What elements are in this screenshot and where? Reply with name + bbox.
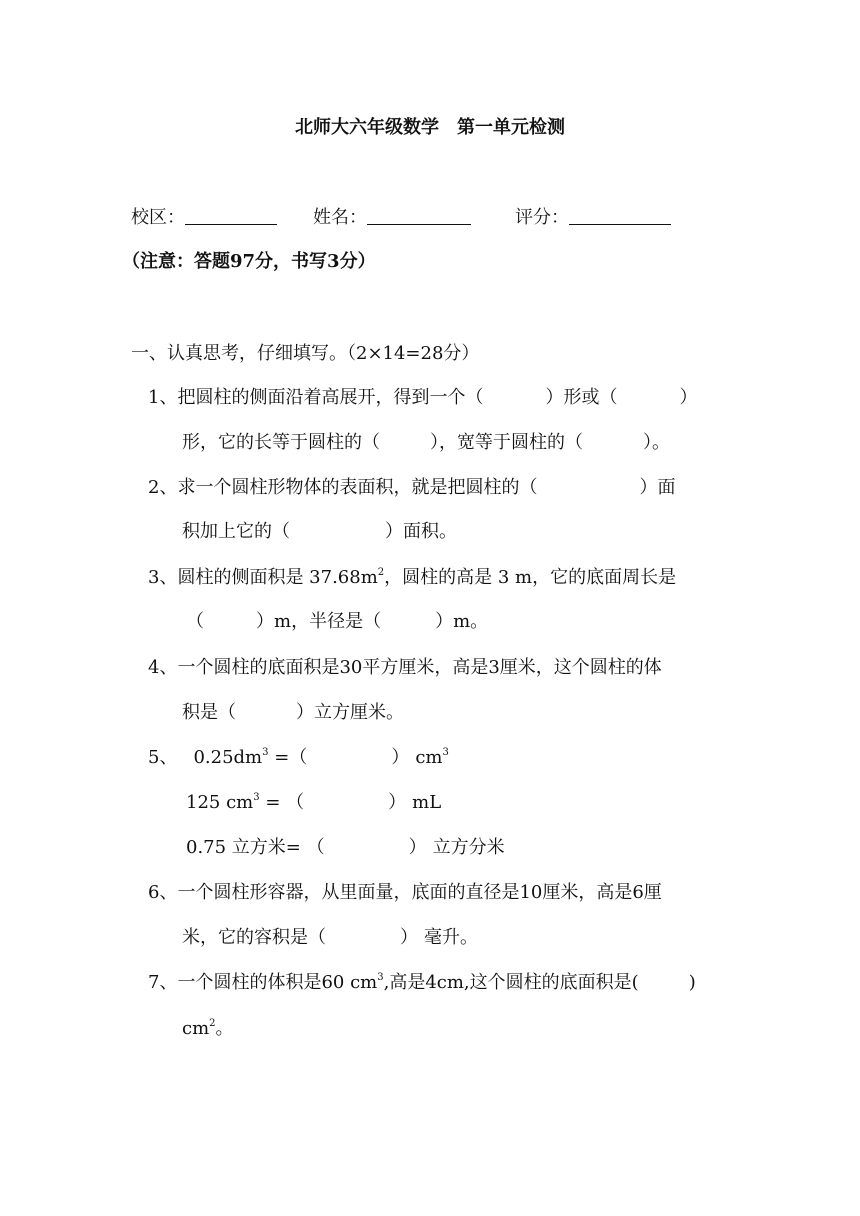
question-number: 4、 [148,657,178,678]
name-label: 姓名： [313,207,367,228]
page-title: 北师大六年级数学 第一单元检测 [295,117,565,138]
question-7-line-2: $cm^2$。 [182,1018,234,1039]
question-number: 3、 [148,567,178,588]
question-number: 5、 [148,747,178,768]
question-number: 7、 [148,972,178,993]
score-field [515,206,671,230]
score-blank[interactable] [569,206,671,225]
question-1-line-2: 形，它的长等于圆柱的（ ），宽等于圆柱的（ ）。 [182,432,670,453]
question-3-line-1: 3、圆柱的侧面积是 $37.68m^2$，圆柱的高是 3 m，它的底面周长是 [148,567,677,588]
name-blank[interactable] [367,206,471,225]
question-4-line-1: 4、一个圆柱的底面积是30平方厘米，高是3厘米，这个圆柱的体 [148,657,662,678]
question-1-line-1: 1、把圆柱的侧面沿着高展开，得到一个（ ）形或（ ） [148,387,698,408]
question-2-line-2: 积加上它的（ ）面积。 [182,521,457,542]
question-4-line-2: 积是（ ）立方厘米。 [182,702,404,723]
question-5-line-2: 125 $cm^3$ = （ ） mL [186,792,442,813]
score-label: 评分： [515,207,569,228]
question-number: 1、 [148,387,178,408]
question-2-line-1: 2、求一个圆柱形物体的表面积，就是把圆柱的（ ）面 [148,477,676,498]
campus-field [131,206,277,230]
question-3-line-2: （ ）m，半径是（ ）m。 [186,611,489,632]
campus-blank[interactable] [185,206,277,225]
question-7-line-1: 7、一个圆柱的体积是60 $cm^3$,高是4cm,这个圆柱的底面积是( ) [148,972,696,993]
name-field [313,206,471,230]
section-heading: 一、认真思考，仔细填写。（2×14=28分） [131,343,480,364]
question-6-line-2: 米，它的容积是（ ） 毫升。 [182,927,478,948]
question-5-line-3: 0.75 立方米= （ ） 立方分米 [186,837,505,858]
note: （注意：答题97分，书写3分） [122,251,376,272]
campus-label: 校区： [131,207,185,228]
question-number: 2、 [148,477,178,498]
question-number: 6、 [148,882,178,903]
question-5-line-1: 5、 $0.25dm^3$ =（ ） $cm^3$ [148,747,449,768]
question-6-line-1: 6、一个圆柱形容器，从里面量，底面的直径是10厘米，高是6厘 [148,882,662,903]
